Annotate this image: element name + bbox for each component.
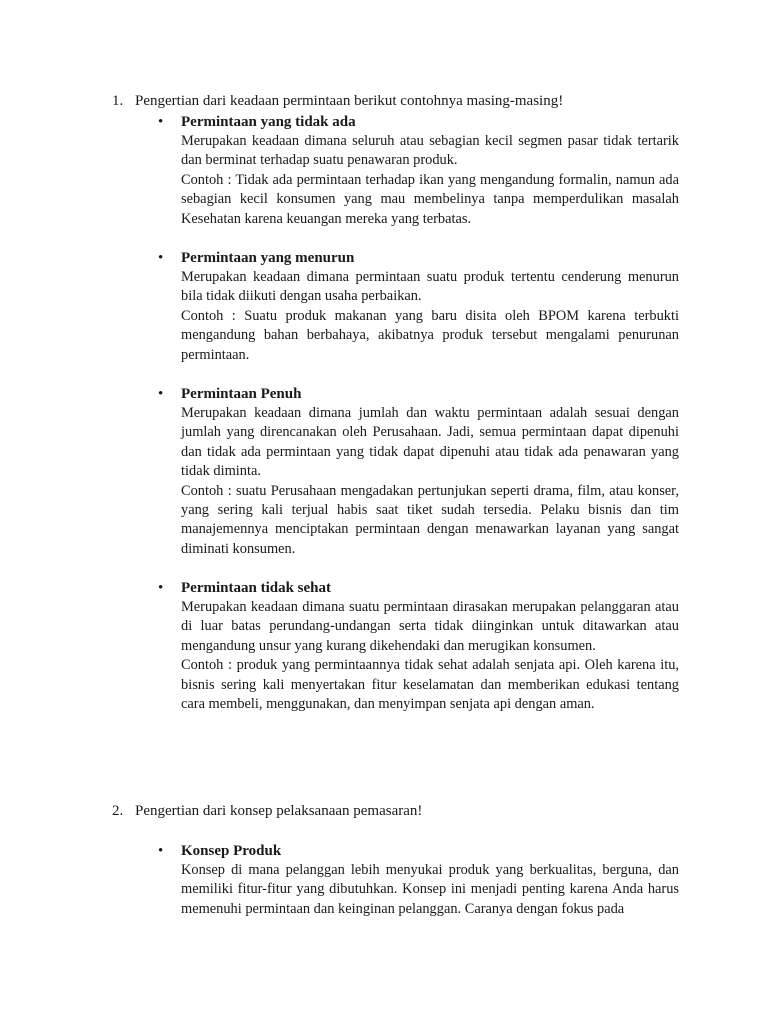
paragraph: [181, 404, 679, 559]
numbered-item-2: [112, 802, 422, 821]
paragraph: [181, 598, 679, 714]
definition-text: Merupakan keadaan dimana jumlah dan waktu permintaan adalah sesuai dengan jumlah yang direncanakan oleh Perusahaan. Jadi, semua permintaan dapat dipenuhi dan tidak ada permintaan yang tidak dapat dipenuhi atau tidak ada penawaran yang tidak diminta.: [181, 405, 679, 480]
subheading: Konsep Produk: [181, 843, 282, 859]
bullet-icon: •: [158, 114, 164, 130]
bullet-icon: •: [158, 843, 164, 859]
bullet-icon: •: [158, 386, 164, 402]
example-text: Contoh : suatu Perusahaan mengadakan pertunjukan seperti drama, film, atau konser, yang sering kali terjual habis saat tiket sudah tersedia. Pelaku bisnis dan tim manajemennya menciptakan permintaan dengan menawarkan layanan yang sangat diminati konsumen.: [181, 482, 679, 557]
bullet-icon: •: [158, 250, 164, 266]
example-text: Contoh : produk yang permintaannya tidak sehat adalah senjata api. Oleh karena itu, bisnis sering kali menyertakan fitur keselamatan dan memberikan edukasi tentang cara membeli, menggunakan, dan menyimpan senjata api dengan aman.: [181, 657, 679, 713]
subheading: Permintaan yang tidak ada: [181, 114, 356, 130]
item-number: 2.: [112, 803, 124, 819]
subheading: Permintaan yang menurun: [181, 250, 355, 266]
numbered-item-1: [112, 92, 563, 111]
item-title: Pengertian dari konsep pelaksanaan pemasaran!: [135, 803, 423, 819]
definition-text: Merupakan keadaan dimana seluruh atau sebagian kecil segmen pasar tidak tertarik dan berminat terhadap suatu penawaran produk.: [181, 133, 679, 169]
example-text: Contoh : Tidak ada permintaan terhadap ikan yang mengandung formalin, namun ada sebagian kecil konsumen yang mau membelinya tanpa memperdulikan masalah Kesehatan karena keuangan mereka yang terbatas.: [181, 171, 679, 227]
subheading: Permintaan tidak sehat: [181, 580, 331, 596]
paragraph: [181, 861, 679, 919]
definition-text: Merupakan keadaan dimana permintaan suatu produk tertentu cenderung menurun bila tidak diikuti dengan usaha perbaikan.: [181, 269, 679, 305]
item-title: Pengertian dari keadaan permintaan berikut contohnya masing-masing!: [135, 93, 564, 109]
subheading: Permintaan Penuh: [181, 386, 302, 402]
paragraph: [181, 268, 679, 365]
example-text: Contoh : Suatu produk makanan yang baru disita oleh BPOM karena terbukti mengandung bahan berbahaya, akibatnya produk tersebut mengalami penurunan permintaan.: [181, 307, 679, 363]
definition-text: Merupakan keadaan dimana suatu permintaan dirasakan merupakan pelanggaran atau di luar batas perundang-undangan serta tidak diinginkan untuk ditawarkan atau mengandung unsur yang kurang dikehendaki dan merugikan konsumen.: [181, 599, 679, 654]
item-number: 1.: [112, 93, 124, 109]
bullet-icon: •: [158, 580, 164, 596]
definition-text: Konsep di mana pelanggan lebih menyukai produk yang berkualitas, berguna, dan memiliki fitur-fitur yang dibutuhkan. Konsep ini menjadi penting karena Anda harus memenuhi permintaan dan keinginan pelanggan. Caranya dengan fokus pada: [181, 862, 679, 917]
paragraph: [181, 132, 679, 229]
